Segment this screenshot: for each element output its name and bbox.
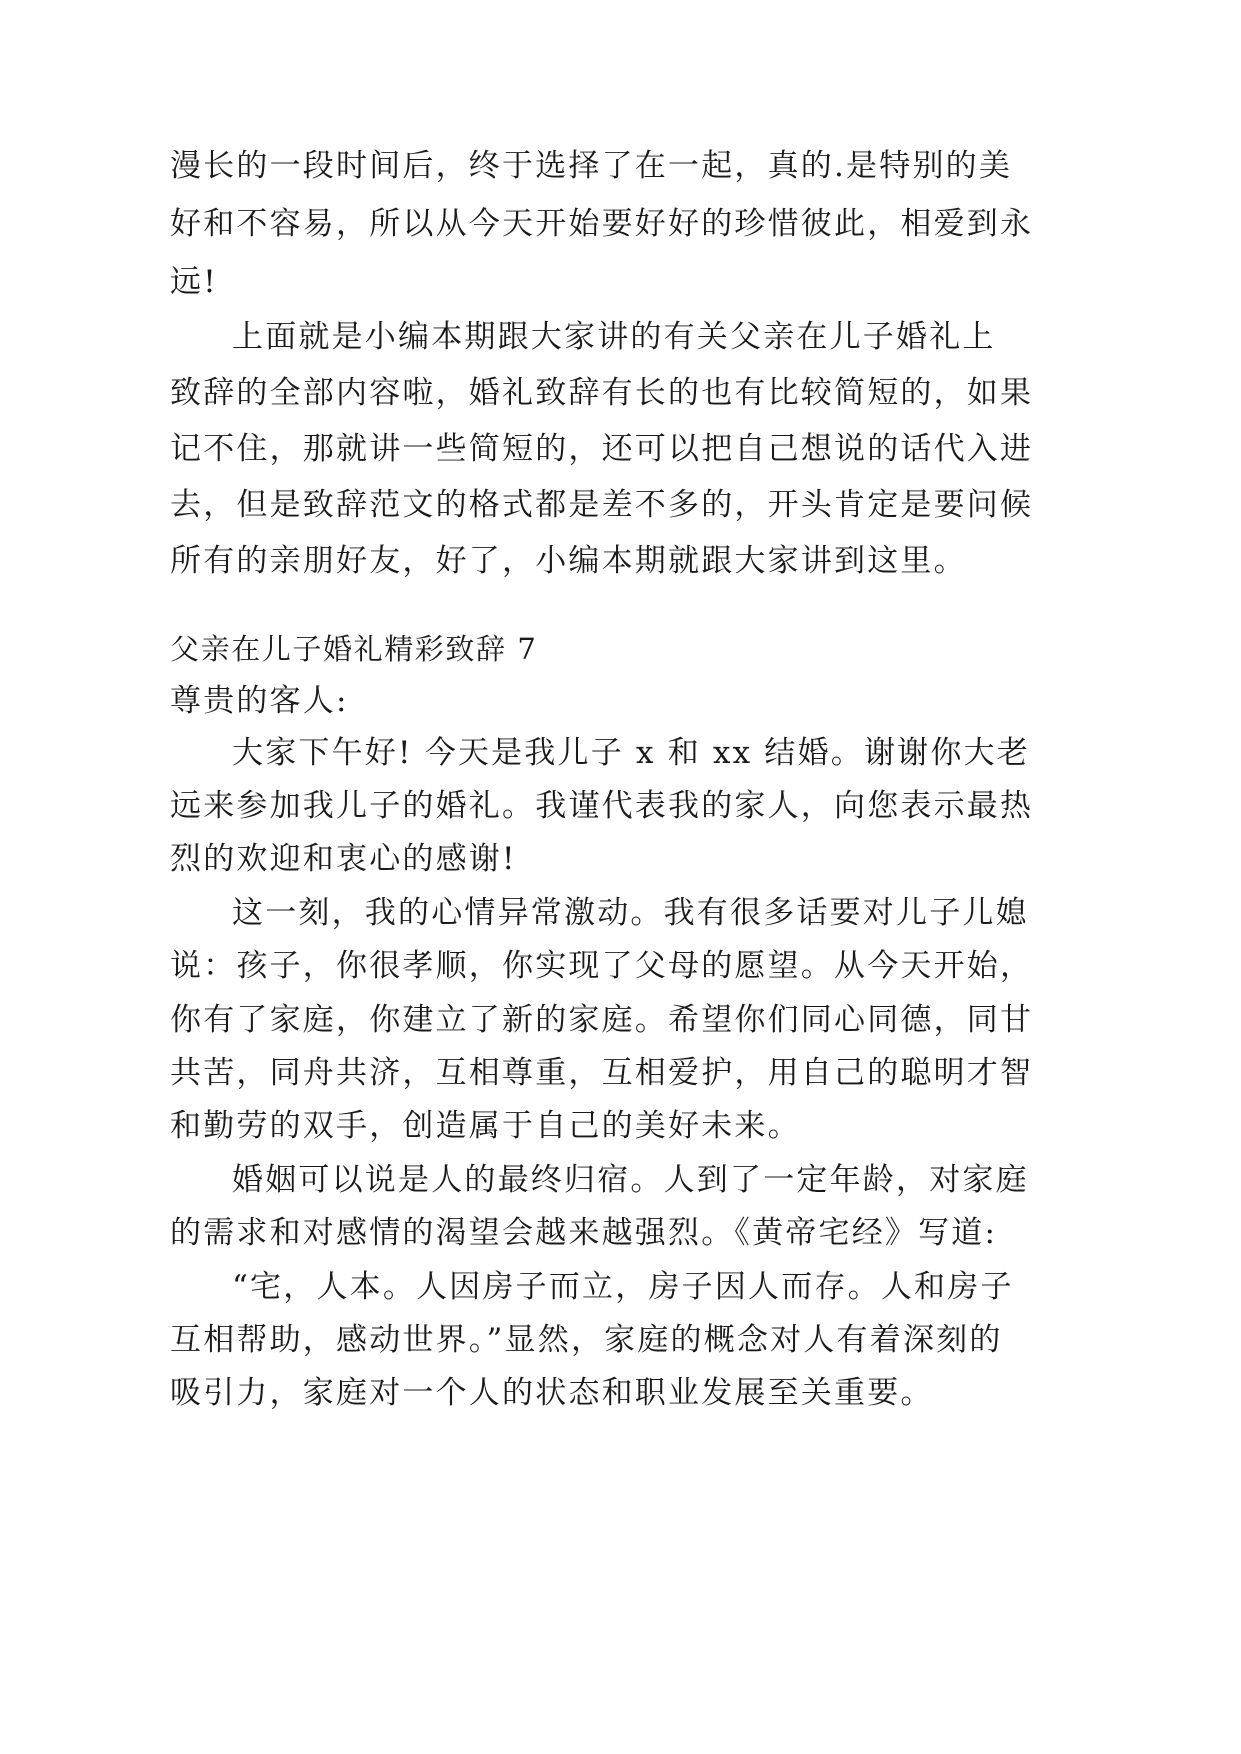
paragraph-4-line-2: 说：孩子，你很孝顺，你实现了父母的愿望。从今天开始， bbox=[170, 948, 1034, 984]
paragraph-3-line-1: 大家下午好! 今天是我儿子 x 和 xx 结婚。谢谢你大老 bbox=[232, 735, 1030, 771]
paragraph-3-line-3: 烈的欢迎和衷心的感谢! bbox=[170, 841, 517, 877]
paragraph-1-line-3: 远! bbox=[170, 264, 218, 300]
paragraph-5-line-2: 的需求和对感情的渴望会越来越强烈。《黄帝宅经》写道: bbox=[170, 1215, 998, 1251]
paragraph-2-line-3: 记不住，那就讲一些简短的，还可以把自己想说的话代入进 bbox=[170, 431, 1034, 467]
paragraph-5-line-1: 婚姻可以说是人的最终归宿。人到了一定年龄，对家庭 bbox=[232, 1162, 1029, 1198]
paragraph-2-line-4: 去，但是致辞范文的格式都是差不多的，开头肯定是要问候 bbox=[170, 487, 1034, 523]
paragraph-2-line-5: 所有的亲朋好友，好了，小编本期就跟大家讲到这里。 bbox=[170, 543, 967, 579]
paragraph-4-line-5: 和勤劳的双手，创造属于自己的美好未来。 bbox=[170, 1108, 801, 1144]
paragraph-4-line-4: 共苦，同舟共济，互相尊重，互相爱护，用自己的聪明才智 bbox=[170, 1055, 1034, 1091]
paragraph-1-line-1: 漫长的一段时间后，终于选择了在一起，真的.是特别的美 bbox=[170, 148, 1013, 184]
paragraph-6-line-1: “宅，人本。人因房子而立，房子因人而存。人和房子 bbox=[232, 1269, 1014, 1305]
paragraph-6-line-2: 互相帮助，感动世界。”显然，家庭的概念对人有着深刻的 bbox=[170, 1322, 1003, 1358]
section-title: 父亲在儿子婚礼精彩致辞 7 bbox=[170, 632, 538, 666]
paragraph-3-line-2: 远来参加我儿子的婚礼。我谨代表我的家人，向您表示最热 bbox=[170, 788, 1034, 824]
paragraph-2-line-2: 致辞的全部内容啦，婚礼致辞有长的也有比较简短的，如果 bbox=[170, 375, 1034, 411]
paragraph-2-line-1: 上面就是小编本期跟大家讲的有关父亲在儿子婚礼上 bbox=[232, 319, 996, 355]
paragraph-4-line-1: 这一刻，我的心情异常激动。我有很多话要对儿子儿媳 bbox=[232, 895, 1029, 931]
paragraph-6-line-3: 吸引力，家庭对一个人的状态和职业发展至关重要。 bbox=[170, 1375, 934, 1411]
paragraph-4-line-3: 你有了家庭，你建立了新的家庭。希望你们同心同德，同甘 bbox=[170, 1002, 1034, 1038]
paragraph-1-line-2: 好和不容易，所以从今天开始要好好的珍惜彼此，相爱到永 bbox=[170, 206, 1034, 242]
salutation: 尊贵的客人: bbox=[170, 683, 349, 719]
